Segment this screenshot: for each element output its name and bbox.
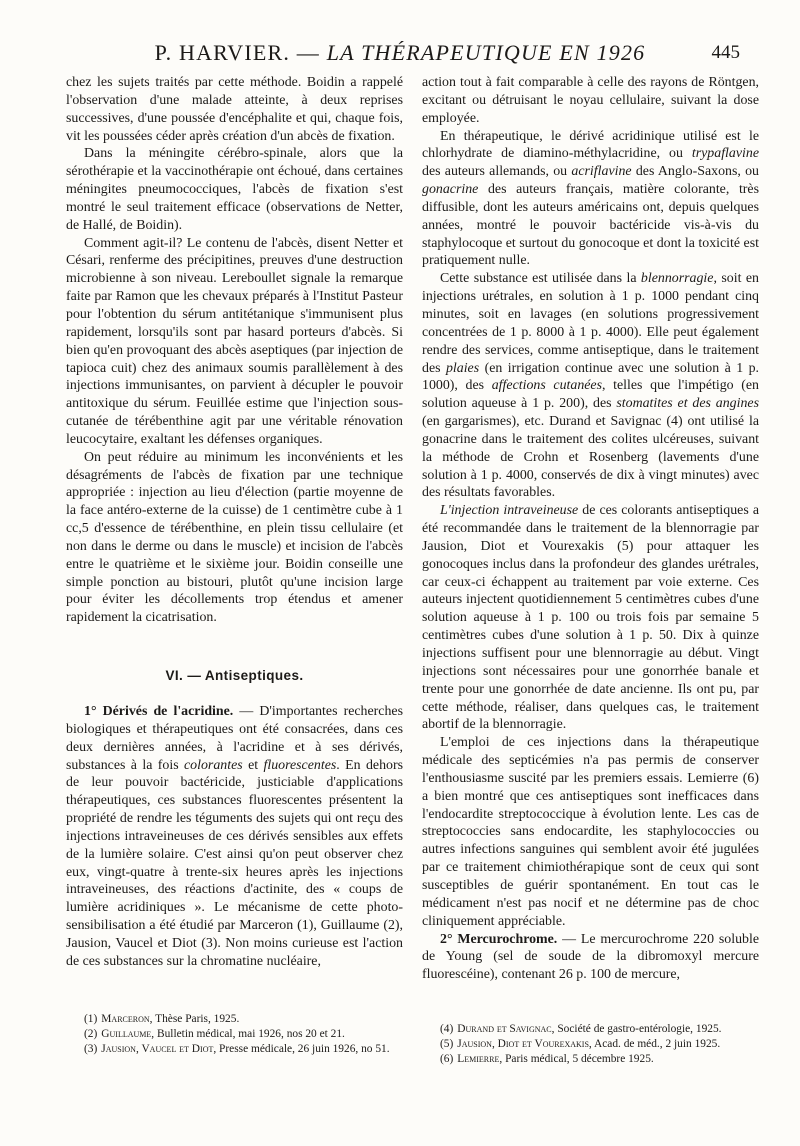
footnote: (2) Guillaume, Bulletin médical, mai 1926, nos 20 et 21.	[84, 1028, 345, 1040]
header-title: LA THÉRAPEUTIQUE EN 1926	[326, 40, 646, 65]
paragraph: Cette substance est utilisée dans la blennorragie, soit en injections urétrales, en solution à 1 p. 1000 pendant cinq minutes, soit en lavages (en solutions progressivement concentrées de 1 p. 8000 à 1 p. 4000). Elle peut également rendre des services, comme antiseptique, dans le traitement des plaies (en irrigation continue avec une solution à 1 p. 1000), des affections cutanées, telles que l'impétigo (en solution aqueuse à 1 p. 200), des stomatites et des angines (en gargarismes), etc. Durand et Savignac (4) ont utilisé la gonacrine dans le traitement des colites ulcéreuses, suivant la méthode de Crohn et Rosenberg (lavements d'une solution à 1 p. 4000, conservés de dix à vingt minutes) avec des résultats favorables.	[422, 271, 759, 501]
paragraph: chez les sujets traités par cette méthode. Boidin a rappelé l'observation d'une malade atteinte, à deux reprises successives, d'une poussée d'encéphalite et qui, chaque fois, vit les poussées céder après création d'un abcès de fixation.	[66, 75, 403, 144]
section-heading: VI. — Antiseptiques.	[165, 668, 304, 684]
subsection-title: 1° Dérivés de l'acridine.	[84, 704, 234, 719]
paragraph: Dans la méningite cérébro-spinale, alors que la sérothérapie et la vaccinothérapie ont échoué, dans certaines méningites pneumococciques, l'abcès de fixation s'est montré le seul traitement efficace (observations de Netter, de Hallé, de Boidin).	[66, 146, 403, 233]
right-column	[422, 74, 759, 984]
footnote: (4) Durand et Savignac, Société de gastro-entérologie, 1925.	[440, 1023, 722, 1035]
running-head	[60, 38, 740, 68]
page-number: 445	[711, 42, 740, 63]
paragraph: 2° Mercurochrome. — Le mercurochrome 220 soluble de Young (sel de soude de la dibromoxyl mercure fluorescéine), contenant 26 p. 100 de mercure,	[422, 931, 760, 983]
paragraph: L'emploi de ces injections dans la thérapeutique médicale des septicémies n'a pas permis de conserver l'enthousiasme suscité par les premiers essais. Lemierre (6) a bien montré que ces antiseptiques sont inefficaces dans l'endocardite streptococcique à évolution lente. Les cas de streptococcies sans endocardite, les staphylococcies ou autres infections sanguines qui semblent avoir été jugulées par ce traitement chimiothérapique sont de ceux qui sont susceptibles de guérir spontanément. En tout cas le médicament n'est pas nocif et ne détermine pas de choc cliniquement appréciable.	[422, 735, 759, 929]
paragraph: Comment agit-il? Le contenu de l'abcès, disent Netter et Césari, renferme des précipitines, preuves d'une destruction microbienne à son niveau. Lereboullet signale la remarque faite par Ramon que les chevaux préparés à l'Institut Pasteur pour l'obtention du sérum antitétanique s'immunisent plus rapidement, lorsqu'ils sont par hasard porteurs d'abcès. Si bien qu'en provoquant des abcès aseptiques (par injection de tapioca cuit) chez des animaux soumis parallèlement à des injections immunisantes, on parvient à décupler le pouvoir antitoxique du sérum. Feuillée estime que l'injection sous-cutanée de térébenthine agit par une véritable rénovation leucocytaire, exaltant les défenses organiques.	[66, 235, 403, 447]
footnotes-right	[422, 1022, 759, 1067]
footnotes-left	[66, 1012, 403, 1057]
header-dash: —	[290, 40, 327, 65]
paragraph: On peut réduire au minimum les inconvénients et les désagréments de l'abcès de fixation par une technique appropriée : injection au lieu d'élection (partie moyenne de la face antéro-externe de la cuisse) de 1 centimètre cube à 1 cc,5 d'essence de térébenthine, en plein tissu cellulaire (et non dans le derme ou dans le muscle) et incision de l'abcès entre le quatrième et le sixième jour. Boidin conseille une simple ponction au bistouri, plutôt qu'une incision large pour éviter les décollements trop étendus et amener rapidement la cicatrisation.	[66, 449, 403, 626]
left-column	[66, 74, 403, 971]
page-header	[60, 38, 740, 68]
footnote: (5) Jausion, Diot et Vourexakis, Acad. de méd., 2 juin 1925.	[440, 1038, 721, 1050]
footnote: (1) Marceron, Thèse Paris, 1925.	[84, 1013, 240, 1025]
header-author: P. HARVIER.	[154, 40, 291, 65]
paragraph: En thérapeutique, le dérivé acridinique utilisé est le chlorhydrate de diamino-méthylacridine, ou trypaflavine des auteurs allemands, ou acriflavine des Anglo-Saxons, ou gonacrine des auteurs français, matière colorante, très diffusible, dont les auteurs américains ont, depuis quelques années, montré le pouvoir bactéricide vis-à-vis du staphylocoque et surtout du gonocoque et dont la toxicité est pratiquement nulle.	[422, 128, 760, 269]
footnote: (6) Lemierre, Paris médical, 5 décembre 1925.	[440, 1053, 654, 1065]
paragraph: action tout à fait comparable à celle des rayons de Röntgen, excitant ou détruisant le noyau cellulaire, suivant la dose employée.	[422, 75, 759, 126]
paragraph: L'injection intraveineuse de ces colorants antiseptiques a été recommandée dans le traitement de la blennorragie par Jausion, Diot et Vourexakis (5) pour attaquer les gonocoques inclus dans la profondeur des glandes urétrales, car ceux-ci échappent au traitement par voie externe. Ces auteurs injectent quotidiennement 5 centimètres cubes d'une solution aqueuse à 1 p. 100 ou trois fois par semaine 5 centimètres cubes d'une solution à 1 p. 50. Dix à quinze injections suffisent pour une blennorragie au début. Vingt injections sont nécessaires pour une gonorrhée banale et trente pour une gonorrhée de date ancienne. Ils ont pu, par cette méthode, réaliser, dans quelques cas, le traitement abortif de la blennorragie.	[422, 503, 759, 733]
subsection-title: 2° Mercurochrome.	[440, 931, 558, 947]
paragraph: 1° Dérivés de l'acridine. — D'importantes recherches biologiques et thérapeutiques ont été consacrées, dans ces deux dernières années, à l'acridine et à ses dérivés, substances à la fois colorantes et fluorescentes. En dehors de leur pouvoir bactéricide, justiciable d'applications thérapeutiques, ces substances fluorescentes présentent la propriété de rendre les téguments des sujets qui ont reçu des injections intraveineuses de ces dérivés sensibles aux effets de la lumière solaire. C'est ainsi qu'on peut observer chez eux, vingt-quatre à trente-six heures après les injections intraveineuses, des réactions d'actinite, des « coups de lumière acridiniques ». Le mécanisme de cette photo-sensibilisation a été étudié par Marceron (1), Guillaume (2), Jausion, Vaucel et Diot (3). Non moins curieuse est l'action de ces substances sur la chromatine nucléaire,	[66, 704, 403, 969]
footnote: (3) Jausion, Vaucel et Diot, Presse médicale, 26 juin 1926, no 51.	[84, 1043, 390, 1055]
